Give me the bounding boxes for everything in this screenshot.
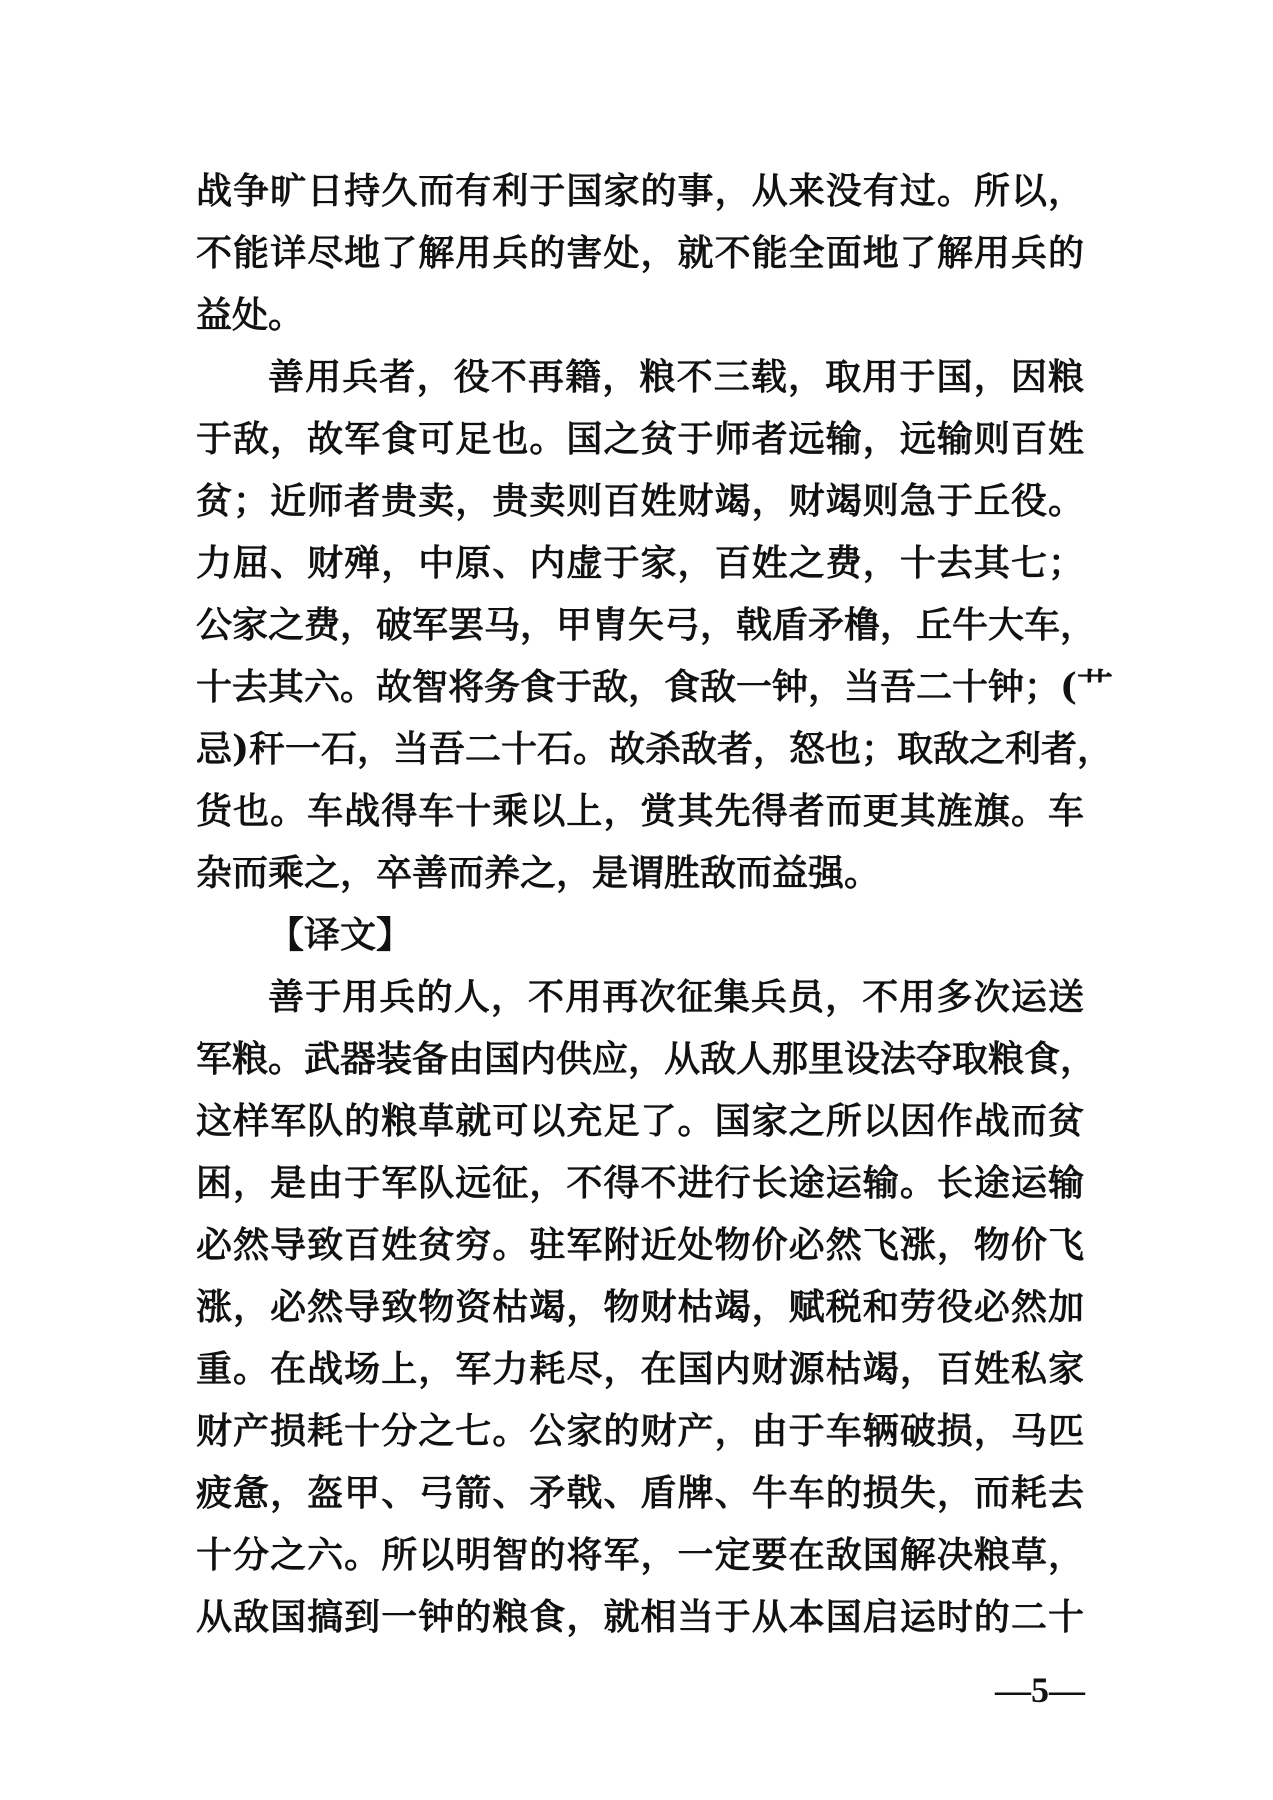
paragraph-start-line: 善用兵者，役不再籍，粮不三载，取用于国，因粮 bbox=[268, 356, 1084, 398]
document-body bbox=[196, 160, 1114, 1648]
text-line: 不能详尽地了解用兵的害处，就不能全面地了解用兵的 bbox=[196, 232, 1084, 274]
text-line: 战争旷日持久而有利于国家的事，从来没有过。所以， bbox=[196, 170, 1084, 212]
text-line: 于敌，故军食可足也。国之贫于师者远输，远输则百姓 bbox=[196, 418, 1084, 460]
text-line: 十去其六。故智将务食于敌，食敌一钟，当吾二十钟；(艹 bbox=[196, 666, 1114, 708]
text-line: 军粮。武器装备由国内供应，从敌人那里设法夺取粮食， bbox=[196, 1038, 1097, 1080]
text-line: 财产损耗十分之七。公家的财产，由于车辆破损，马匹 bbox=[196, 1410, 1084, 1452]
text-line: 涨，必然导致物资枯竭，物财枯竭，赋税和劳役必然加 bbox=[196, 1286, 1084, 1328]
section-heading: 【译文】 bbox=[268, 914, 413, 956]
text-line: 公家之费，破军罢马，甲胄矢弓，戟盾矛橹，丘牛大车， bbox=[196, 604, 1097, 646]
text-line: 这样军队的粮草就可以充足了。国家之所以因作战而贫 bbox=[196, 1100, 1084, 1142]
text-line: 重。在战场上，军力耗尽，在国内财源枯竭，百姓私家 bbox=[196, 1348, 1084, 1390]
text-line: 疲惫，盔甲、弓箭、矛戟、盾牌、牛车的损失，而耗去 bbox=[196, 1472, 1084, 1514]
text-line: 力屈、财殚，中原、内虚于家，百姓之费，十去其七； bbox=[196, 542, 1084, 584]
text-line: 必然导致百姓贫穷。驻军附近处物价必然飞涨，物价飞 bbox=[196, 1224, 1084, 1266]
text-line: 杂而乘之，卒善而养之，是谓胜敌而益强。 bbox=[196, 852, 881, 894]
paragraph-start-line: 善于用兵的人，不用再次征集兵员，不用多次运送 bbox=[268, 976, 1084, 1018]
text-line: 益处。 bbox=[196, 294, 305, 336]
text-line: 十分之六。所以明智的将军，一定要在敌国解决粮草， bbox=[196, 1534, 1084, 1576]
text-line: 货也。车战得车十乘以上，赏其先得者而更其旌旗。车 bbox=[196, 790, 1084, 832]
text-line: 从敌国搞到一钟的粮食，就相当于从本国启运时的二十 bbox=[196, 1596, 1084, 1638]
text-line: 忌)秆一石，当吾二十石。故杀敌者，怒也；取敌之利者， bbox=[196, 728, 1114, 770]
page-number: —5— bbox=[995, 1670, 1085, 1710]
text-line: 贫；近师者贵卖，贵卖则百姓财竭，财竭则急于丘役。 bbox=[196, 480, 1084, 522]
text-line: 困，是由于军队远征，不得不进行长途运输。长途运输 bbox=[196, 1162, 1084, 1204]
